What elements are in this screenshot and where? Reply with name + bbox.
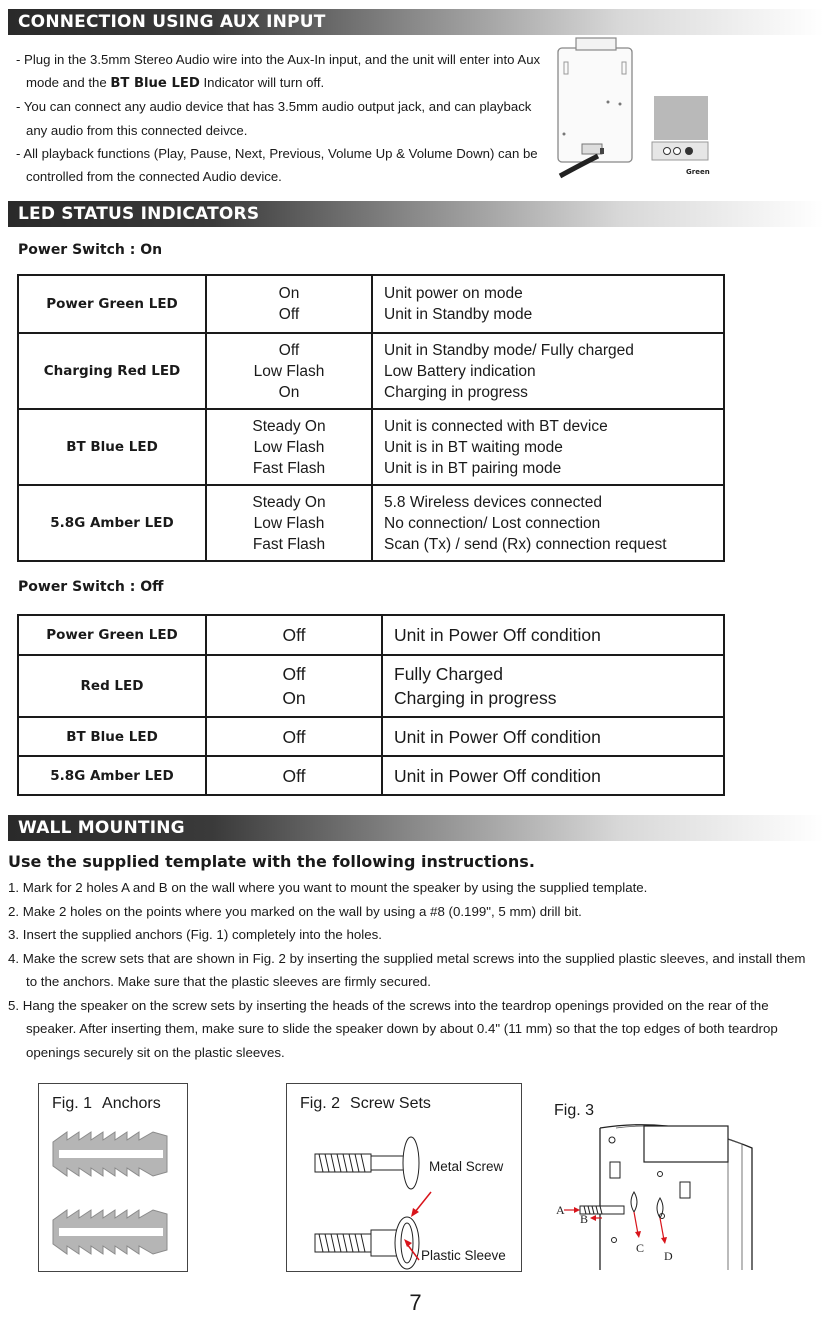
aux-section-header <box>8 9 824 35</box>
led-states: Off <box>206 615 382 655</box>
table-row <box>18 756 724 795</box>
fig-3-label-a: A <box>556 1203 565 1217</box>
bt-blue-led-emphasis: BT Blue LED <box>110 76 200 92</box>
list-item: 1. Mark for 2 holes A and B on the wall where you want to mount the speaker by using the supplied template. <box>8 880 648 895</box>
aux-bullet-2: - You can connect any audio device that has 3.5mm audio output jack, and can playback any audio from this connected deivce. <box>16 99 532 138</box>
fig-3-title: Fig. 3 <box>554 1102 595 1119</box>
table-row <box>18 275 724 333</box>
led-name: 5.8G Amber LED <box>18 485 206 561</box>
table-row <box>18 409 724 485</box>
led-table-power-off <box>17 614 725 796</box>
led-states: Steady On Low Flash Fast Flash <box>206 485 372 561</box>
anchor-illustration <box>47 1128 181 1268</box>
aux-bullet-1: - Plug in the 3.5mm Stereo Audio wire into the Aux-In input, and the unit will enter into Aux mode and the BT Blue LED Indicator will turn off. <box>16 52 541 92</box>
fig-1-title: Fig. 1 Anchors <box>52 1095 161 1112</box>
speaker-aux-illustration <box>552 34 712 180</box>
fig-3-label-b: B <box>580 1212 589 1226</box>
led-descriptions: Unit in Power Off condition <box>382 615 724 655</box>
led-descriptions: Fully Charged Charging in progress <box>382 655 724 717</box>
power-switch-off-heading: Power Switch : Off <box>18 579 164 595</box>
led-states: On Off <box>206 275 372 333</box>
led-states: Off <box>206 756 382 795</box>
led-name: Red LED <box>18 655 206 717</box>
led-descriptions: Unit in Power Off condition <box>382 756 724 795</box>
led-states: Off <box>206 717 382 756</box>
led-section-header <box>8 201 824 227</box>
table-row <box>18 615 724 655</box>
fig-2-title: Fig. 2 Screw Sets <box>300 1095 431 1112</box>
fig-3-speaker-rear-illustration <box>556 1122 771 1272</box>
table-row <box>18 333 724 409</box>
table-row <box>18 655 724 717</box>
led-descriptions: 5.8 Wireless devices connected No connection/ Lost connection Scan (Tx) / send (Rx) connection request <box>372 485 724 561</box>
list-item: 2. Make 2 holes on the points where you marked on the wall by using a #8 (0.199", 5 mm) drill bit. <box>8 903 582 919</box>
list-item: 4. Make the screw sets that are shown in Fig. 2 by inserting the supplied metal screws into the supplied plastic sleeves, and install them to the anchors. Make sure that the plastic sleeves are firmly secured. <box>8 950 806 989</box>
led-table-power-on <box>17 274 725 562</box>
plastic-sleeve-label: Plastic Sleeve <box>421 1248 506 1263</box>
led-name: BT Blue LED <box>18 717 206 756</box>
aux-section-title: CONNECTION USING AUX INPUT <box>18 12 326 32</box>
metal-screw-label: Metal Screw <box>429 1159 504 1174</box>
led-name: 5.8G Amber LED <box>18 756 206 795</box>
led-section-title: LED STATUS INDICATORS <box>18 204 260 224</box>
table-row <box>18 717 724 756</box>
fig-3-label-d: D <box>664 1249 673 1263</box>
aux-instructions <box>16 48 546 188</box>
fig-2-screw-sets <box>286 1083 522 1272</box>
list-item: 3. Insert the supplied anchors (Fig. 1) completely into the holes. <box>8 927 382 942</box>
aux-bullet-3: - All playback functions (Play, Pause, Next, Previous, Volume Up & Volume Down) can be controlled from the connected Audio device. <box>16 145 538 185</box>
led-states: Off Low Flash On <box>206 333 372 409</box>
table-row <box>18 485 724 561</box>
fig-1-anchors <box>38 1083 188 1272</box>
wall-mounting-steps <box>8 876 820 1064</box>
wall-instructions-heading: Use the supplied template with the following instructions. <box>8 852 535 871</box>
led-name: Charging Red LED <box>18 333 206 409</box>
list-item: 5. Hang the speaker on the screw sets by inserting the heads of the screws into the teardrop openings provided on the rear of the speaker. After inserting them, make sure to slide the speaker down by about 0.4" (11 mm) so that the top edges of both teardrop openings securely sit on the plastic sleeves. <box>8 997 778 1060</box>
fig-3-label-c: C <box>636 1241 645 1255</box>
led-name: Power Green LED <box>18 615 206 655</box>
led-descriptions: Unit in Power Off condition <box>382 717 724 756</box>
led-name: Power Green LED <box>18 275 206 333</box>
power-switch-on-heading: Power Switch : On <box>18 242 163 258</box>
led-states: Off On <box>206 655 382 717</box>
wall-section-header <box>8 815 824 841</box>
led-descriptions: Unit in Standby mode/ Fully charged Low Battery indication Charging in progress <box>372 333 724 409</box>
led-states: Steady On Low Flash Fast Flash <box>206 409 372 485</box>
green-led-label: Green <box>686 168 710 176</box>
led-descriptions: Unit power on mode Unit in Standby mode <box>372 275 724 333</box>
page-number: 7 <box>409 1290 422 1315</box>
led-name: BT Blue LED <box>18 409 206 485</box>
wall-section-title: WALL MOUNTING <box>18 818 185 838</box>
led-descriptions: Unit is connected with BT device Unit is in BT waiting mode Unit is in BT pairing mode <box>372 409 724 485</box>
